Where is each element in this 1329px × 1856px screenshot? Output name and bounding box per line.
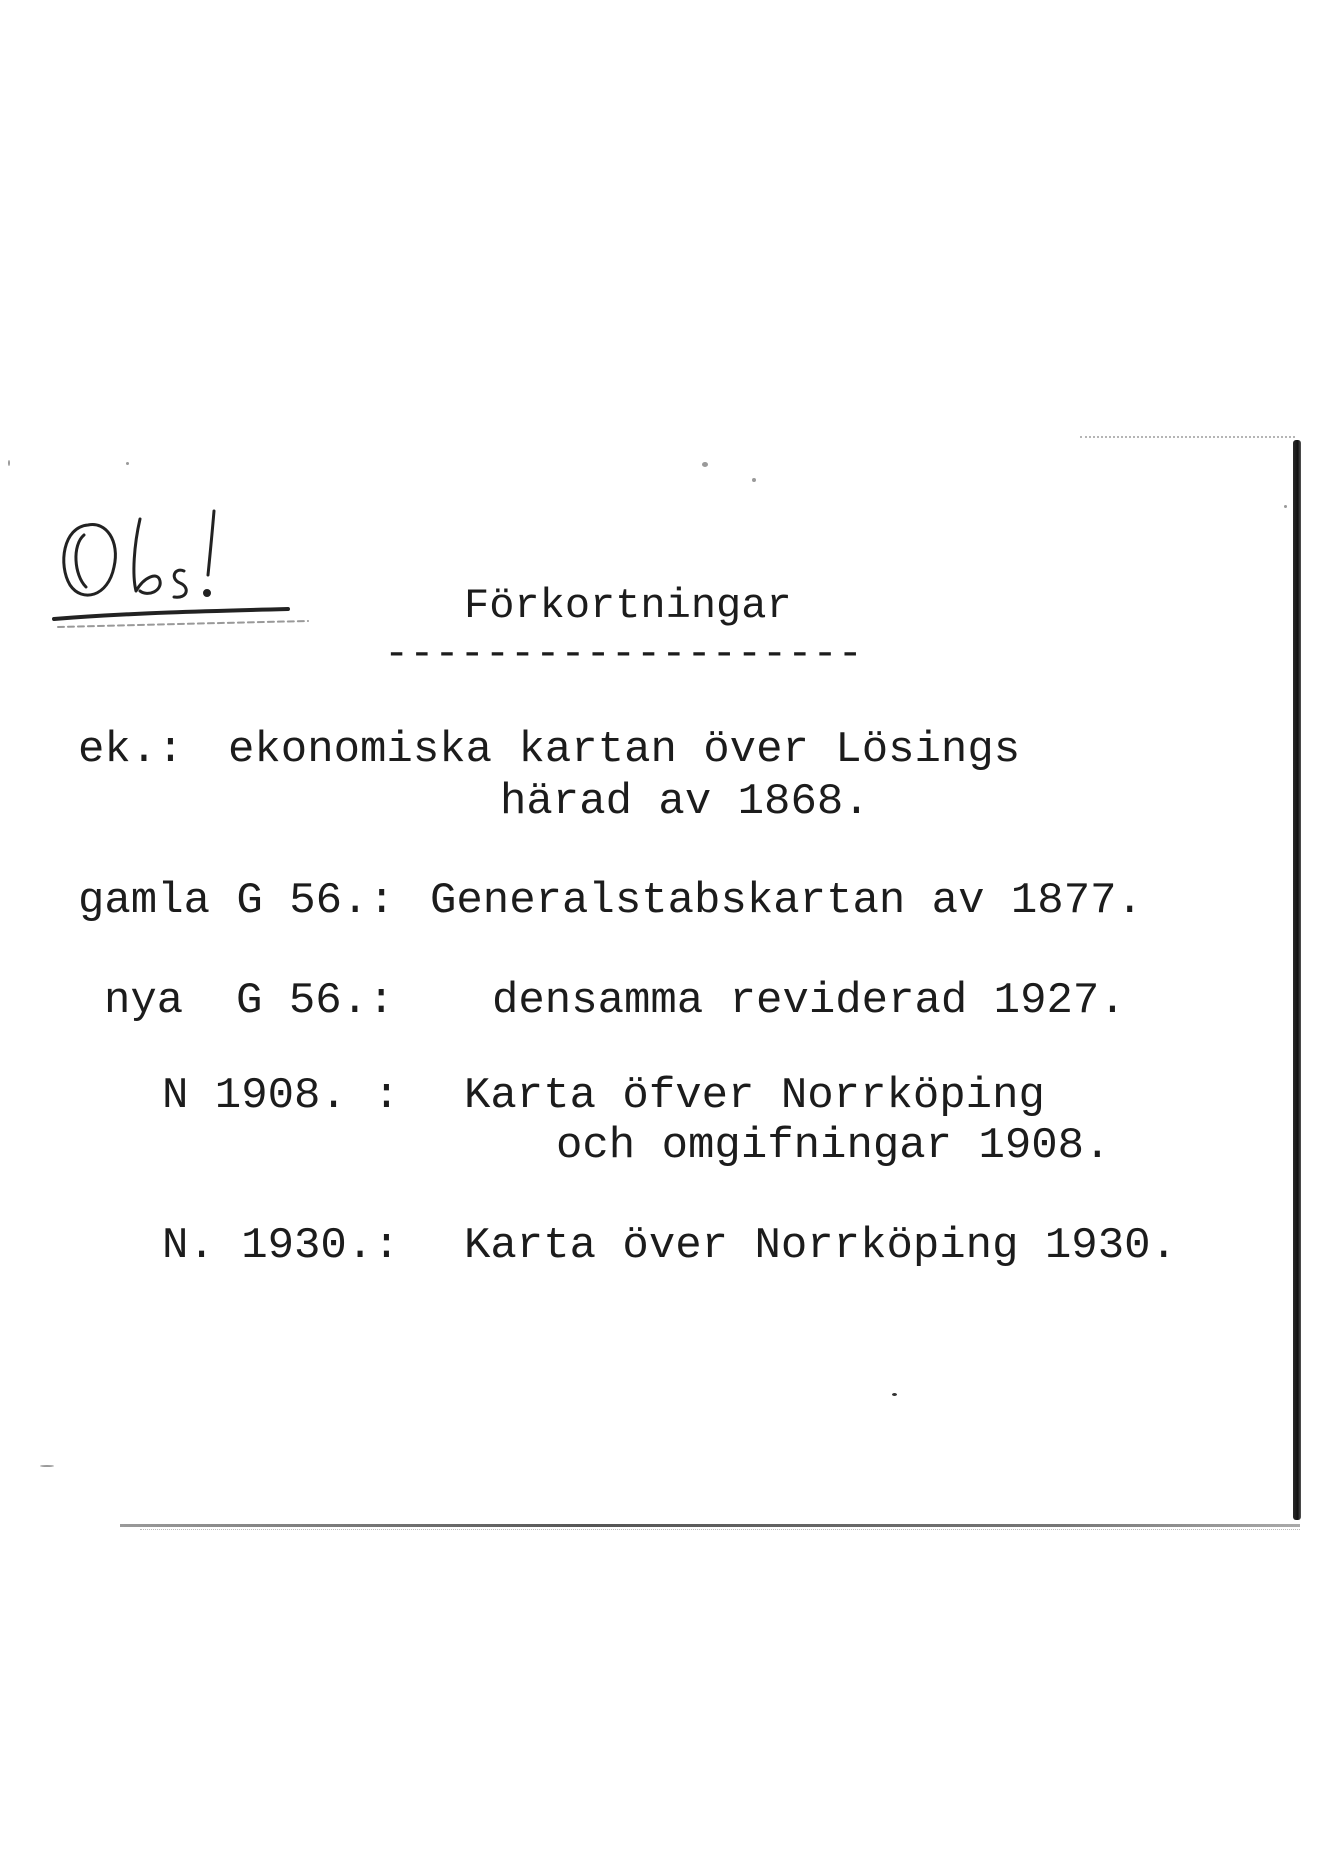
abbreviation-ek: ek.: — [78, 725, 184, 775]
title-underline: ------------------- — [384, 630, 863, 678]
abbreviation-gamla-g56: gamla G 56.: — [78, 876, 395, 926]
abbreviation-n1930: N. 1930.: — [162, 1221, 400, 1271]
card-bottom-shadow — [140, 1529, 1300, 1530]
definition-n1908: Karta öfver Norrköping — [464, 1071, 1045, 1121]
handwritten-obs-note — [48, 505, 318, 635]
card-top-edge — [1080, 436, 1295, 438]
card-bottom-edge — [120, 1524, 1300, 1527]
card-right-edge — [1293, 440, 1301, 1520]
definition-nya-g56: densamma reviderad 1927. — [492, 976, 1126, 1026]
abbreviation-n1908: N 1908. : — [162, 1071, 400, 1121]
definition-n1908-continued: och omgifningar 1908. — [556, 1121, 1111, 1171]
definition-ek: ekonomiska kartan över Lösings — [228, 725, 1021, 775]
page-title: Förkortningar — [464, 582, 792, 630]
definition-gamla-g56: Generalstabskartan av 1877. — [430, 876, 1143, 926]
definition-n1930: Karta över Norrköping 1930. — [464, 1221, 1177, 1271]
definition-ek-continued: härad av 1868. — [500, 777, 870, 827]
abbreviation-nya-g56: nya G 56.: — [104, 976, 395, 1026]
